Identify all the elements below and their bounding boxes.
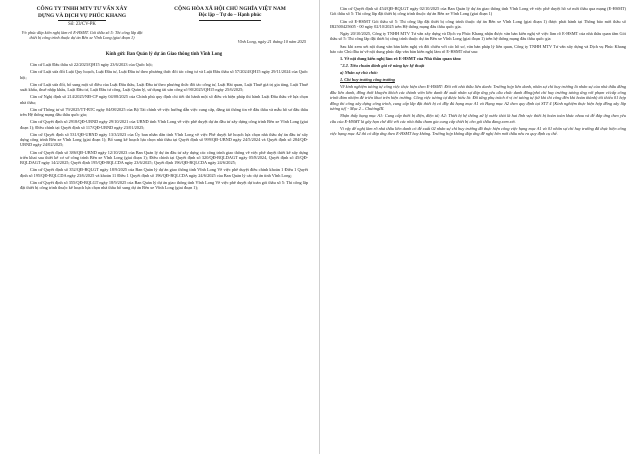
document-number: Số: 23/CV-PK xyxy=(68,22,96,28)
legal-basis-paragraph: Căn cứ Luật sửa đổi, bổ sung một số điều của Luật Đấu thầu, Luật Đầu tư theo phương thức đối tác công tư, Luật Hải quan, Luật Thuế giá trị gia tăng, Luật Thuế xuất khẩu, thuế nhập khẩu, Luật Đầu tư, Luật Đầu tư công, Luật Quản lý, sử dụng tài sản công số 90/2025/QH15 ngày 25/6/2025; xyxy=(20,81,308,92)
motto-underline xyxy=(199,20,261,21)
basis-paragraph: Căn cứ E-HSMT Gói thầu số 5: Thi công lắp đặt thiết bị công trình thuộc dự án Bến xe Vĩnh Long (giai đoạn 1) được phát hành tại Thông báo mời thầu số IB2500425605 - 00 ngày 02/10/2025 trên Hệ thống mạng đấu thầu quốc gia. xyxy=(330,18,626,29)
dateline: Vĩnh Long, ngày 21 tháng 10 năm 2025 xyxy=(237,39,306,44)
nation-block xyxy=(152,6,308,44)
report-intro-paragraph: Sau khi xem xét nội dung văn bản kiến nghị và đối chiếu với các hồ sơ, văn bản pháp lý liên quan, Công ty TNHH MTV Tư vấn xây dựng và Dịch vụ Phúc Khang báo cáo Chủ đầu tư về nội dung phúc đáp văn bản kiến nghị làm rõ E-HSMT như sau: xyxy=(330,43,626,54)
quote-item-heading: 1. Chỉ huy trưởng công trường xyxy=(340,77,395,83)
section-heading: 1. Về nội dung kiến nghị làm rõ E-HSMT của Nhà thầu quan tâm: xyxy=(340,56,462,61)
regarding-subject: V/v phúc đáp kiến nghị làm rõ E-HSMT. Gói thầu số 5: Thi công lắp đặt thiết bị công trình thuộc dự án Bến xe Vĩnh Long (giai đoạn 1) xyxy=(21,30,143,41)
legal-basis-paragraph: Căn cứ Quyết định số 386/QĐ-UBND ngày 12/10/2023 của Ban Quản lý dự án đầu tư xây dựng các công trình giao thông về việc phê duyệt thiết kế xây dựng triển khai sau thiết kế cơ sở công trình Bến xe Vĩnh Long (giai đoạn 1); Điều chỉnh tại Quyết định số 320/QĐ-BQLDAGT ngày 05/8/2024, Quyết định số 45/QĐ-BQLDAGT ngày 14/2/2025; Quyết định 195/QĐ-BQLCDA ngày 23/6/2025; Quyết định 196/QĐ-BQLCDA ngày 24/6/2025; xyxy=(20,149,308,166)
legal-basis-paragraph: Căn cứ Quyết định số 355/QĐ-BQLGT ngày 18/9/2025 của Ban Quản lý dự án giao thông tỉnh Vĩnh Long Về việc phê duyệt dự toán gói thầu số 5: Thi công lắp đặt thiết bị công trình thuộc kế hoạch lựa chọn nhà thầu bổ sung dự án Bến xe Vĩnh Long (giai đoạn 1); xyxy=(20,179,308,191)
receipt-paragraph: Ngày 20/10/2025, Công ty TNHH MTV Tư vấn xây dựng và Dịch vụ Phúc Khang nhận được văn bản kiến nghị về việc làm rõ E-HSMT của nhà thầu quan tâm Gói thầu số 5: Thi công lắp đặt thiết bị công trình thuộc dự án Bến xe Vĩnh Long (giai đoạn 1) trên hệ thống mạng đấu thầu quốc gia xyxy=(330,31,626,42)
company-block xyxy=(20,6,144,44)
legal-basis-list xyxy=(20,62,308,191)
legal-basis-paragraph: Căn cứ Nghị định số 214/2025/NĐ-CP ngày 04/08/2025 của Chính phủ quy định chi tiết thi hành một số điều và biện pháp thi hành Luật Đấu thầu về lựa chọn nhà thầu; xyxy=(20,94,308,105)
right-page xyxy=(320,0,640,454)
company-name-line1: CÔNG TY TNHH MTV TƯ VẤN XÂY xyxy=(36,6,128,12)
nation-title: CỘNG HÒA XÃ HỘI CHỦ NGHĨA VIỆT NAM xyxy=(174,6,286,12)
legal-basis-paragraph: Căn cứ Thông tư số 79/2025/TT-BTC ngày 04/08/2025 của Bộ Tài chính về việc hướng dẫn việc cung cấp, đăng tải thông tin về đấu thầu và mẫu hồ sơ đấu thầu trên Hệ thống mạng đấu thầu quốc gia; xyxy=(20,106,308,117)
nation-motto: Độc lập – Tự do – Hạnh phúc xyxy=(198,12,262,18)
quote-paragraph: Nhận thấy hạng mục A1: Cung cấp thiết bị điện, điện tử; A2: Thiết bị hệ thống xử lý nước thải là hai lĩnh vực thiết bị hoàn toàn khác nhau và để đáp ứng theo yêu cầu của E-HSMT là gây hạn chế đối với các nhà thầu tham gia cung cấp thiết bị cho gói thầu đang xem xét. xyxy=(330,113,626,124)
quote-heading: "2.2. Tiêu chuẩn đánh giá về năng lực kỹ thuật xyxy=(340,63,425,69)
company-underline xyxy=(58,20,106,21)
legal-basis-paragraph: Căn cứ Luật Đấu thầu số 22/2023/QH15 ngày 23/6/2023 của Quốc hội; xyxy=(30,62,153,67)
legal-basis-paragraph: Căn cứ Quyết định số 352/QĐ-BQLGT ngày 18/9/2025 của Ban Quản lý dự án giao thông tỉnh Vĩnh Long Về việc phê duyệt điều chỉnh khoản 1 Điều 1 Quyết định số 195/QĐ-BQLCDA ngày 23/6/2025 và khoản 11 Điều 1 Quyết định số 196/QĐ-BQLCDA ngày 24/6/2025 của Ban Quản lý các dự án tỉnh Vĩnh Long; xyxy=(20,167,308,178)
recipient-line: Kính gửi: Ban Quản lý dự án Giao thông tỉnh Vĩnh Long xyxy=(105,52,223,57)
quote-paragraph: Vì vậy để nghị làm rõ nhà thầu liên danh có để xuất 02 nhân sự chỉ huy trưởng đã thực hiện công việc hạng mục A1 và 01 nhân sự chỉ huy trưởng đã thực hiện công việc hạng mục A2 thì có đáp ứng theo E-HSMT hay không. Trường hợp không đáp ứng đề nghị bên mời thầu nêu ra quy định cụ thể. xyxy=(330,125,626,136)
quote-subheading: a) Nhân sự chủ chốt: xyxy=(340,70,378,76)
basis-paragraph: Căn cứ Quyết định số 454/QĐ-BQLGT ngày 02/10/2025 của Ban Quản lý dự án giao thông tỉnh Vĩnh Long về việc phê duyệt hồ sơ mời thầu qua mạng (E-HSMT) Gói thầu số 5: Thi công lắp đặt thiết bị công trình thuộc dự án Bến xe Vĩnh Long (giai đoạn 1) xyxy=(330,6,626,17)
legal-basis-paragraph: Căn cứ Luật sửa đổi Luật Quy hoạch, Luật Đầu tư, Luật Đầu tư theo phương thức đối tác công tư và Luật Đấu thầu số 57/2024/QH15 ngày 29/11/2024 của Quốc hội; xyxy=(20,69,308,80)
legal-basis-paragraph: Căn cứ Quyết định số 2918/QĐ-UBND ngày 29/10/2021 của UBND tỉnh Vĩnh Long về việc phê duyệt dự án đầu tư xây dựng công trình Bến xe Vĩnh Long (giai đoạn 1); Điều chỉnh tại Quyết định số 117/QĐ-UBND ngày 23/01/2025; xyxy=(20,119,308,130)
company-name-line2: DỰNG VÀ DỊCH VỤ PHÚC KHANG xyxy=(37,12,127,19)
quote-paragraph: Về kinh nghiệm tương tự công việc thực hiện theo E-HSMT: Đối với nhà thầu liên danh: Trường hợp liên danh, nhân sự chỉ huy trưởng là nhân sự của nhà thầu đứng đầu liên danh, đồng thời khuyến khích các thành viên liên danh để xuất nhân sự đáp ứng yêu cầu chức danh đồng/phó chỉ huy trưởng tương ứng với phạm vi/cấp công trình đảm nhiệm để triển khai trên hiện trường. Công việc tương tự được hiểu là: Đã từng phụ trách ở vị trí tương tự (từ khi thi công đến khi hoàn thành) tối thiểu 01 hợp đồng thi công xây dựng công trình, cung cấp lắp đặt thiết bị có đầy đủ hạng mục A1 và Hạng mục A2 theo quy định tại STT 4 [Kinh nghiệm thực hiện hợp đồng xây lắp tương tự] - Mục 2 – ChươngIII. xyxy=(330,84,626,111)
legal-basis-paragraph: Căn cứ Quyết định số 531/QĐ-UBND ngày 13/3/2023 của Ủy ban nhân dân tỉnh Vĩnh Long về việc Phê duyệt kế hoạch lựa chọn nhà thầu dự án đầu tư xây dựng công trình Bến xe Vĩnh Long (giai đoạn 1); Bổ sung kế hoạch lựa chọn nhà thầu tại Quyết định số 999/QĐ-UBND ngày 24/5/2024 và Quyết định số 284/QĐ-UBND ngày 24/02/2025; xyxy=(20,131,308,148)
letterhead xyxy=(20,6,308,44)
